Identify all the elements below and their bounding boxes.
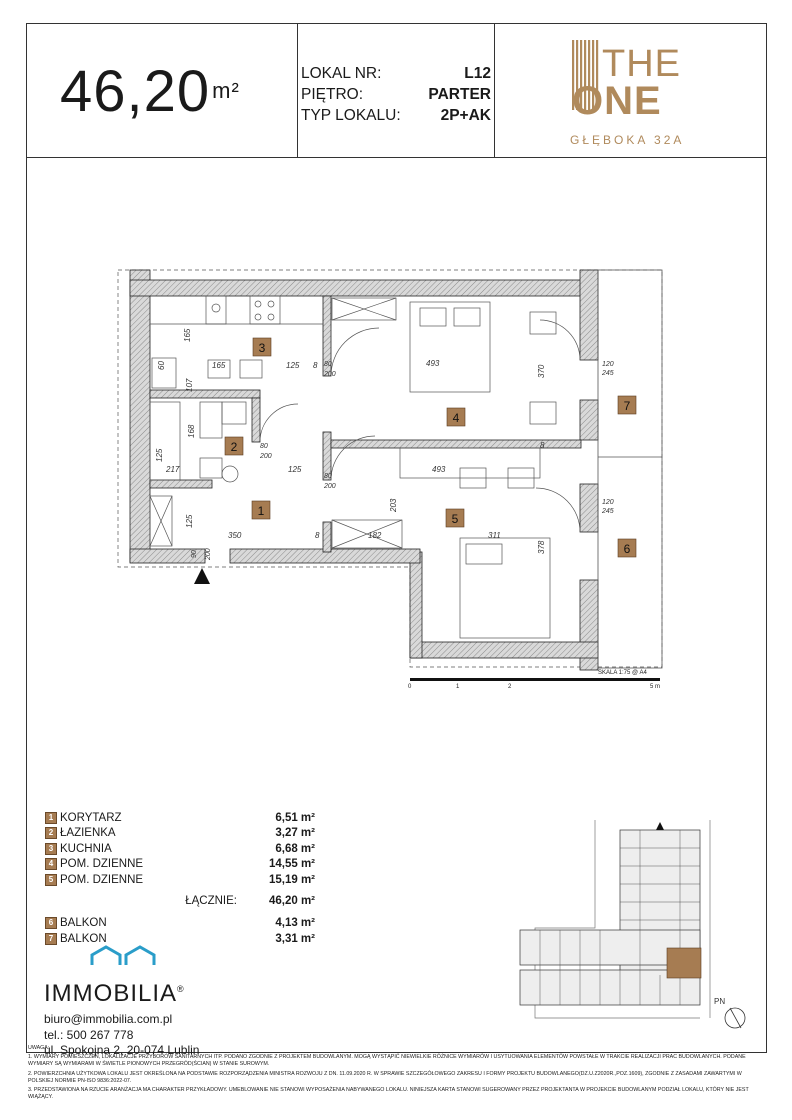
legend-number: 7 — [45, 933, 57, 945]
note-item: 1. WYMIARY POMIESZCZEŃ, LOKALIZACJE PRZYBORÓW SANITARNYCH ITP. PODANO ZGODNIE Z PROJEKTEM BUDOWLANYM. MOGĄ WYSTĄPIĆ NIEWIELKIE RÓŻNICE WYMIARÓW I USYTUOWANIA ELEMENTÓW POWSTAŁE W TRAKCIE REALIZACJI PRAC BUDOWLANYCH. PODANE WYMIARY SĄ WYMIARAMI W ŚWIETLE PIONOWYCH PRZEGRÓD(ŚCIAN) W STANIE SUROWYM. — [28, 1054, 746, 1068]
dim-label: 125 — [288, 465, 302, 474]
legend-name: BALKON — [60, 932, 107, 945]
company-block — [44, 945, 199, 1059]
room-legend — [45, 810, 315, 947]
info-row-floor — [301, 84, 491, 105]
legend-area: 3,27 m² — [275, 827, 315, 840]
company-phone[interactable]: tel.: 500 267 778 — [44, 1027, 134, 1042]
info-label: PIĘTRO: — [301, 86, 364, 103]
unit-area — [60, 58, 240, 125]
legend-area: 3,31 m² — [275, 932, 315, 945]
dim-label: 493 — [426, 359, 440, 368]
legend-area: 6,68 m² — [275, 842, 315, 855]
scale-tick: 2 — [508, 684, 512, 690]
dim-label: 245 — [602, 508, 614, 515]
dim-label: 8 — [315, 531, 320, 540]
note-item: 3. PRZEDSTAWIONA NA RZUCIE ARANŻACJA MA CHARAKTER PRZYKŁADOWY. UMEBLOWANIE NIE STANOWI WYPOSAŻENIA NABYWANEGO LOKALU. NINIEJSZA KARTA STANOWI SUGEROWANY PRZEZ PROJEKTANTA W PROJEKCIE BUDOWLANYM PODZIAŁ LOKALU, KTÓRY NIE JEST WIĄŻĄCY. — [28, 1087, 749, 1101]
room-number: 4 — [452, 411, 460, 425]
north-label: PN — [714, 997, 726, 1006]
total-label: ŁĄCZNIE: — [185, 894, 237, 907]
total-value: 46,20 m² — [268, 894, 315, 907]
dim-label: 90 — [191, 550, 198, 558]
scale-bar — [410, 678, 660, 681]
dim-label: 200 — [260, 453, 272, 460]
info-label: LOKAL NR: — [301, 65, 382, 82]
legend-number: 1 — [45, 812, 57, 824]
legend-name: ŁAZIENKA — [60, 827, 116, 840]
dim-label: 8 — [540, 441, 545, 450]
legend-number: 4 — [45, 858, 57, 870]
dim-label: 80 — [260, 443, 268, 450]
legend-row — [45, 857, 315, 873]
room-number: 2 — [230, 440, 238, 454]
houses-icon — [86, 945, 176, 967]
legend-area: 4,13 m² — [275, 917, 315, 930]
legend-row — [45, 916, 315, 932]
north-arrow-icon — [725, 1008, 745, 1028]
dim-label: 217 — [166, 465, 180, 474]
legend-number: 2 — [45, 827, 57, 839]
legend-row — [45, 872, 315, 888]
unit-location-marker — [667, 948, 701, 978]
info-value: 2P+AK — [440, 107, 491, 124]
logo-line2: ONE — [572, 79, 662, 123]
dim-label: 311 — [488, 531, 501, 540]
dim-label: 182 — [368, 531, 382, 540]
area-unit: m² — [212, 78, 240, 103]
info-row-type — [301, 105, 491, 126]
header-vertical-divider — [494, 23, 495, 157]
legend-row — [45, 826, 315, 842]
legend-total — [45, 891, 315, 911]
dim-label: 493 — [432, 465, 446, 474]
company-email[interactable]: biuro@immobilia.com.pl — [44, 1012, 173, 1026]
legend-name: KORYTARZ — [60, 811, 122, 824]
logo-address: GŁĘBOKA 32A — [570, 133, 685, 146]
site-plan — [505, 818, 755, 1048]
info-value: L12 — [464, 65, 491, 82]
legend-number: 6 — [45, 917, 57, 929]
notes-title: UWAGA: — [28, 1045, 50, 1051]
dim-label: 80 — [324, 473, 332, 480]
header-vertical-divider — [297, 23, 298, 157]
legend-name: POM. DZIENNE — [60, 858, 144, 871]
room-number: 7 — [623, 399, 631, 413]
info-row-number — [301, 63, 491, 84]
dim-label: 125 — [155, 448, 164, 462]
dim-label: 125 — [185, 514, 194, 528]
balcony-area — [598, 270, 662, 668]
header-divider — [26, 157, 767, 158]
dim-label: 107 — [185, 378, 194, 392]
scale-label: SKALA 1:75 @ A4 — [598, 670, 647, 676]
room-number: 6 — [623, 542, 631, 556]
note-item: 2. POWIERZCHNIA UŻYTKOWA LOKALU JEST OKREŚLONA NA PODSTAWIE ROZPORZĄDZENIA MINISTRA ROZWOJU Z DN. 11.09.2020 R. W SPRAWIE SZCZEGÓŁOWEGO ZAKRESU I FORMY PROJEKTU BUDOWLANEGO(DZ.U.Z2020R.,POZ.1609), ZGODNIE Z ZASADAMI ZAWARTYMI W POLSKIEJ NORMIE PN-ISO 9836:2022-07. — [28, 1070, 742, 1084]
dim-label: 200 — [205, 548, 212, 560]
legend-number: 3 — [45, 843, 57, 855]
the-one-logo — [566, 36, 696, 146]
dim-label: 378 — [537, 540, 546, 554]
dim-label: 125 — [286, 361, 300, 370]
legend-number: 5 — [45, 874, 57, 886]
info-value: PARTER — [428, 86, 491, 103]
dim-label: 120 — [602, 361, 614, 368]
dim-label: 165 — [183, 328, 192, 342]
dim-label: 370 — [537, 364, 546, 378]
legend-area: 6,51 m² — [275, 811, 315, 824]
scale-tick: 0 — [408, 684, 412, 690]
room-number: 1 — [257, 504, 265, 518]
legend-area: 14,55 m² — [268, 858, 315, 871]
info-label: TYP LOKALU: — [301, 107, 401, 124]
unit-info — [301, 63, 491, 126]
notes — [28, 1045, 768, 1103]
site-entrance-arrow-icon — [656, 822, 664, 830]
dim-label: 200 — [324, 483, 336, 490]
legend-area: 15,19 m² — [268, 873, 315, 886]
area-value: 46,20 — [60, 59, 211, 124]
logo-line1: THE — [602, 43, 681, 85]
dim-label: 245 — [602, 370, 614, 377]
dim-label: 203 — [389, 498, 398, 512]
dim-label: 200 — [324, 371, 336, 378]
legend-row — [45, 810, 315, 826]
furniture — [150, 296, 580, 638]
company-name: IMMOBILIA® — [44, 980, 185, 1007]
dim-label: 350 — [228, 531, 242, 540]
company-address: ul. Spokojna 2, 20-074 Lublin — [44, 1043, 200, 1057]
room-number: 5 — [451, 512, 459, 526]
legend-name: POM. DZIENNE — [60, 873, 144, 886]
floor-plan — [110, 262, 670, 692]
legend-name: BALKON — [60, 917, 107, 930]
scale-tick: 5 m — [650, 684, 661, 690]
dim-label: 80 — [324, 361, 332, 368]
legend-row — [45, 841, 315, 857]
entrance-arrow-icon — [194, 568, 210, 584]
dim-label: 168 — [187, 424, 196, 438]
legend-name: KUCHNIA — [60, 842, 112, 855]
room-number: 3 — [258, 341, 266, 355]
scale-tick: 1 — [456, 684, 460, 690]
dim-label: 120 — [602, 499, 614, 506]
dim-label: 8 — [313, 361, 318, 370]
dim-label: 165 — [212, 361, 226, 370]
dim-label: 60 — [157, 361, 166, 370]
